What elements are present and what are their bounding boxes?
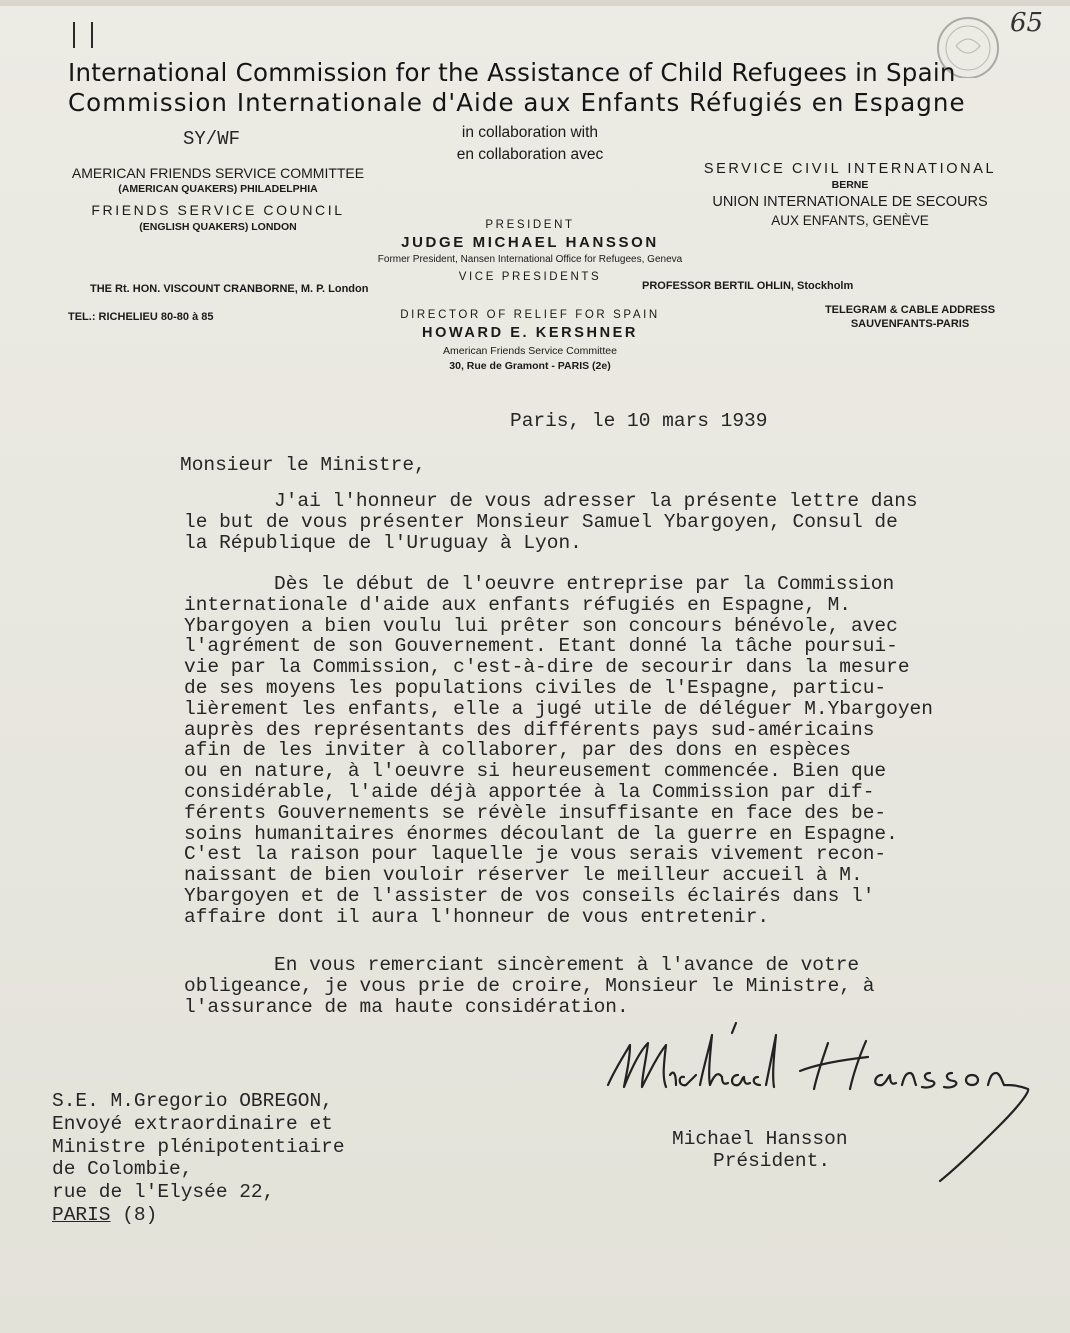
text-line: vie par la Commission, c'est-à-dire de secourir dans la mesure xyxy=(184,656,910,679)
recipient-district: (8) xyxy=(122,1203,158,1226)
text-line: Ybargoyen et de l'assister de vos conseils éclairés dans l' xyxy=(184,884,875,907)
telephone: TEL.: RICHELIEU 80-80 à 85 xyxy=(68,311,214,323)
recipient-address xyxy=(52,1090,345,1227)
signatory-name: Michael Hansson xyxy=(672,1128,848,1150)
text-line: naissant de bien vouloir réserver le meilleur accueil à M. xyxy=(184,864,863,887)
vice-president-right: PROFESSOR BERTIL OHLIN, Stockholm xyxy=(642,280,854,292)
text-line: auprès des représentants des différents pays sud-américains xyxy=(184,718,875,741)
text-line: internationale d'aide aux enfants réfugiés en Espagne, M. xyxy=(184,593,852,616)
org-sci-sub: BERNE xyxy=(831,179,869,191)
letter-date: Paris, le 10 mars 1939 xyxy=(510,410,768,432)
director-address: 30, Rue de Gramont - PARIS (2e) xyxy=(449,360,611,372)
president-label: PRESIDENT xyxy=(485,219,575,231)
org-fsc-name: FRIENDS SERVICE COUNCIL xyxy=(91,202,345,218)
collaboration-fr: en collaboration avec xyxy=(456,146,604,163)
salutation: Monsieur le Ministre, xyxy=(180,454,426,476)
recipient-city-line xyxy=(52,1204,345,1227)
text-line: considérable, l'aide déjà apportée à la Commission par dif- xyxy=(184,780,875,803)
director-label: DIRECTOR OF RELIEF FOR SPAIN xyxy=(400,309,660,321)
recipient-line: de Colombie, xyxy=(52,1158,193,1181)
text-line: de ses moyens les populations civiles de l'Espagne, particu- xyxy=(184,676,887,699)
signatory-title: Président. xyxy=(713,1150,831,1172)
text-line: J'ai l'honneur de vous adresser la présente lettre dans xyxy=(274,490,918,512)
text-line: férents Gouvernements se révèle insuffisante en face des be- xyxy=(184,801,887,824)
text-line: En vous remerciant sincèrement à l'avance de votre xyxy=(274,954,860,976)
text-line: soins humanitaires énormes découlant de la guerre en Espagne. xyxy=(184,822,898,845)
reference-code: SY/WF xyxy=(183,128,241,150)
telegram-address: SAUVENFANTS-PARIS xyxy=(850,318,970,330)
page-top-edge xyxy=(0,0,1070,6)
org-uise-line1: UNION INTERNATIONALE DE SECOURS xyxy=(712,194,988,210)
director-name: HOWARD E. KERSHNER xyxy=(422,325,638,341)
text-line: lièrement les enfants, elle a jugé utile de déléguer M.Ybargoyen xyxy=(184,697,933,720)
recipient-line: Ministre plénipotentiaire xyxy=(52,1135,345,1158)
text-line: Dès le début de l'oeuvre entreprise par la Commission xyxy=(274,573,895,595)
text-line: le but de vous présenter Monsieur Samuel Ybargoyen, Consul de xyxy=(184,510,898,533)
letterhead-title-en: International Commission for the Assistance of Child Refugees in Spain xyxy=(68,58,956,87)
letterhead-title-fr: Commission Internationale d'Aide aux Enfants Réfugiés en Espagne xyxy=(68,88,966,117)
body-paragraph-3 xyxy=(184,954,984,1016)
text-line: afin de les inviter à collaborer, par des dons en espèces xyxy=(184,739,852,762)
text-line: Ybargoyen a bien voulu lui prêter son concours bénévole, avec xyxy=(184,614,898,637)
folio-number: 65 xyxy=(1010,8,1044,38)
director-org: American Friends Service Committee xyxy=(443,345,617,357)
text-line: l'agrément de son Gouvernement. Etant donné la tâche poursui- xyxy=(184,635,898,658)
telegram-label: TELEGRAM & CABLE ADDRESS xyxy=(824,304,996,316)
text-line: obligeance, je vous prie de croire, Monsieur le Ministre, à xyxy=(184,974,875,997)
text-line: l'assurance de ma haute considération. xyxy=(184,995,629,1018)
text-line: C'est la raison pour laquelle je vous serais vivement recon- xyxy=(184,843,887,866)
recipient-city: PARIS xyxy=(52,1203,111,1226)
recipient-line: Envoyé extraordinaire et xyxy=(52,1112,333,1135)
org-afsc-name: AMERICAN FRIENDS SERVICE COMMITTEE xyxy=(71,165,365,181)
text-line: la République de l'Uruguay à Lyon. xyxy=(184,531,582,554)
president-name: JUDGE MICHAEL HANSSON xyxy=(401,234,659,251)
vice-presidents-label: VICE PRESIDENTS xyxy=(458,271,602,283)
org-sci-name: SERVICE CIVIL INTERNATIONAL xyxy=(703,161,997,177)
binding-mark xyxy=(73,22,75,48)
binding-mark xyxy=(91,22,93,48)
org-afsc-sub: (AMERICAN QUAKERS) PHILADELPHIA xyxy=(118,183,318,195)
org-uise-line2: AUX ENFANTS, GENÈVE xyxy=(771,213,929,228)
recipient-line: rue de l'Elysée 22, xyxy=(52,1181,275,1204)
vice-president-left: THE Rt. HON. VISCOUNT CRANBORNE, M. P. London xyxy=(90,283,369,295)
body-paragraph-2 xyxy=(184,573,984,927)
collaboration-en: in collaboration with xyxy=(461,124,599,141)
recipient-line: S.E. M.Gregorio OBREGON, xyxy=(52,1090,333,1112)
org-fsc-sub: (ENGLISH QUAKERS) LONDON xyxy=(139,221,297,233)
body-paragraph-1 xyxy=(184,490,984,552)
text-line: ou en nature, à l'oeuvre si heureusement commencée. Bien que xyxy=(184,760,887,783)
text-line: affaire dont il aura l'honneur de vous entretenir. xyxy=(184,905,770,928)
president-title: Former President, Nansen International Office for Refugees, Geneva xyxy=(377,254,683,265)
